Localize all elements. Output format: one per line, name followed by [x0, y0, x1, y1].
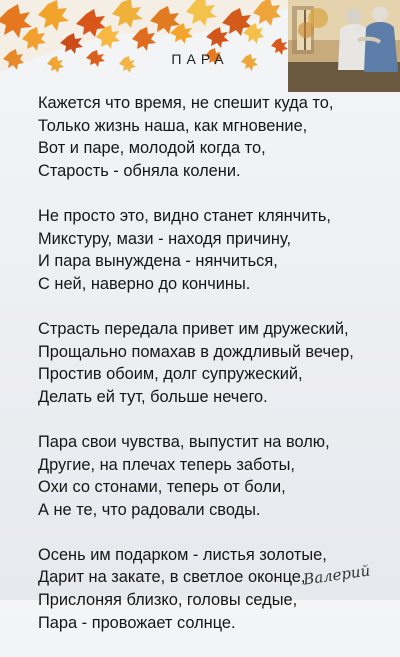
stanza-5 [38, 544, 388, 634]
poem-line: Прислоняя близко, головы седые, [38, 591, 298, 610]
poem-line: Кажется что время, не спешит куда то, [38, 94, 334, 112]
stanza-1 [38, 92, 388, 182]
poem-line: Осень им подарком - листья золотые, [38, 545, 327, 564]
poem-line: Микстуру, мази - находя причину, [38, 229, 292, 248]
poem-line: И пара вынуждена - нянчиться, [38, 252, 278, 271]
poem-line: Страсть передала привет им дружеский, [38, 319, 349, 338]
stanza-4 [38, 431, 388, 521]
poem-line: Не просто это, видно станет клянчить, [38, 206, 331, 225]
elderly-couple-photo [288, 0, 400, 92]
poem-line: Простив обоим, долг супружеский, [38, 365, 303, 384]
poem-line: Охи со стонами, теперь от боли, [38, 478, 286, 497]
poem-line: А не те, что радовали своды. [38, 500, 261, 519]
poem-line: Вот и паре, молодой когда то, [38, 139, 266, 158]
poem-title: ПАРА [171, 51, 229, 67]
poem-line: Делать ей тут, больше нечего. [38, 387, 268, 406]
stanza-3 [38, 318, 388, 408]
poem-line: С ней, наверно до кончины. [38, 274, 251, 293]
stanza-2 [38, 205, 388, 295]
poem-line: Пара свои чувства, выпустит на волю, [38, 432, 330, 451]
poem-line: Прощально помахав в дождливый вечер, [38, 342, 354, 361]
poem-line: Пара - провожает солнце. [38, 613, 236, 632]
poem-line: Другие, на плечах теперь заботы, [38, 455, 295, 474]
autumn-leaves-decoration [0, 0, 290, 90]
poem-line: Старость - обняла колени. [38, 161, 241, 180]
author-signature: Валерий [301, 561, 371, 589]
poem-line: Только жизнь наша, как мгновение, [38, 116, 308, 135]
poem-line: Дарит на закате, в светлое оконце, [38, 568, 306, 587]
